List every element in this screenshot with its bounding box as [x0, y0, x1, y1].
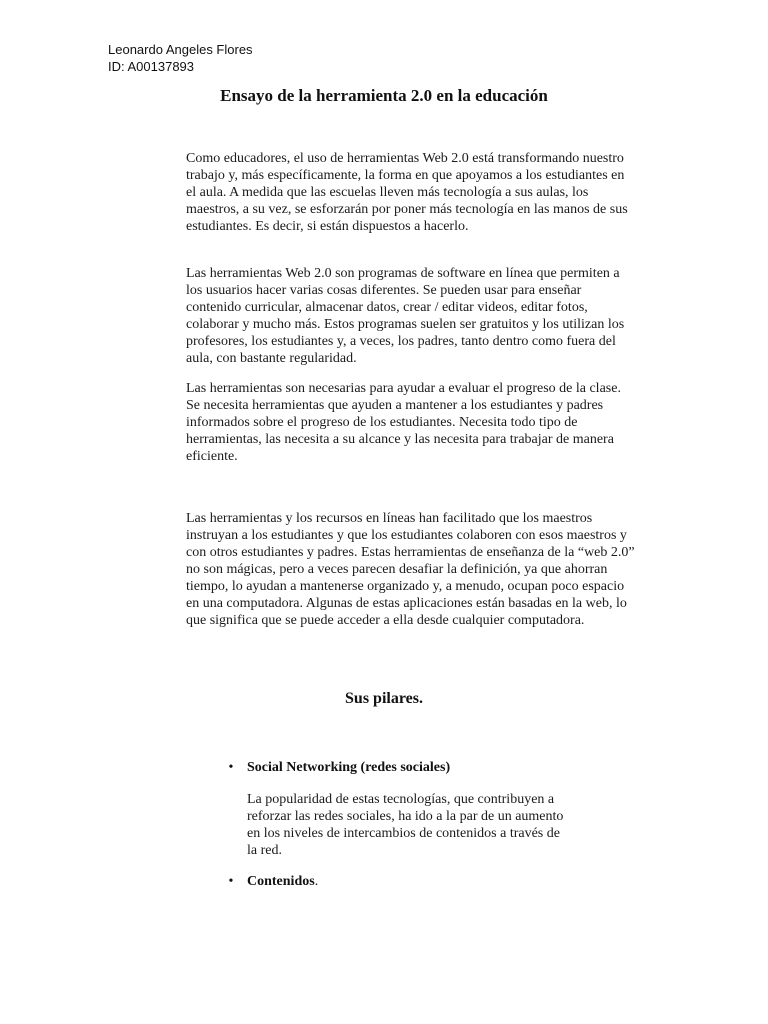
bullet-label: Contenidos [247, 874, 315, 889]
paragraph-1: Como educadores, el uso de herramientas Web 2.0 está transformando nuestro trabajo y, más específicamente, la forma en que apoyamos a los estudiantes en el aula. A medida que las escuelas lleven más tecnología a sus aulas, los maestros, a su vez, se esforzarán por poner más tecnología en las manos de sus estudiantes. Es decir, si están dispuestos a hacerlo. [186, 151, 628, 234]
author-name: Leonardo Angeles Flores [108, 42, 253, 57]
student-id: ID: A00137893 [108, 59, 195, 74]
paragraph-2: Las herramientas Web 2.0 son programas de software en línea que permiten a los usuarios hacer varias cosas diferentes. Se pueden usar para enseñar contenido curricular, almacenar datos, crear / editar videos, editar fotos, colaborar y mucho más. Estos programas suelen ser gratuitos y los utilizan los profesores, los estudiantes y, a veces, los padres, tanto dentro como fuera del aula, con bastante regularidad. [186, 266, 625, 366]
paragraph-3: Las herramientas son necesarias para ayudar a evaluar el progreso de la clase. Se necesita herramientas que ayuden a mantener a los estudiantes y padres informados sobre el progreso de los estudiantes. Necesita todo tipo de herramientas, las necesita a su alcance y las necesita para trabajar de manera eficiente. [186, 381, 621, 464]
section-heading: Sus pilares. [345, 690, 423, 707]
bullet-label: Social Networking (redes sociales) [247, 760, 451, 775]
bullet-label-wrapper [247, 873, 318, 890]
bullet-body: La popularidad de estas tecnologías, que contribuyen a reforzar las redes sociales, ha ido a la par de un aumento en los niveles de intercambios de contenidos a través de la red. [247, 792, 564, 858]
bullet-icon: • [228, 874, 234, 889]
document-title: Ensayo de la herramienta 2.0 en la educación [220, 86, 548, 105]
author-header [108, 41, 253, 75]
bullet-icon: • [228, 760, 234, 775]
paragraph-4: Las herramientas y los recursos en líneas han facilitado que los maestros instruyan a los estudiantes y que los estudiantes colaboren con esos maestros y con otros estudiantes y padres. Estas herramientas de enseñanza de la “web 2.0” no son mágicas, pero a veces parecen desafiar la definición, ya que ahorran tiempo, lo ayudan a mantenerse organizado y, a menudo, ocupan poco espacio en una computadora. Algunas de estas aplicaciones están basadas en la web, lo que significa que se puede acceder a ella desde cualquier computadora. [186, 511, 635, 628]
bullet-label-period: . [314, 874, 319, 889]
